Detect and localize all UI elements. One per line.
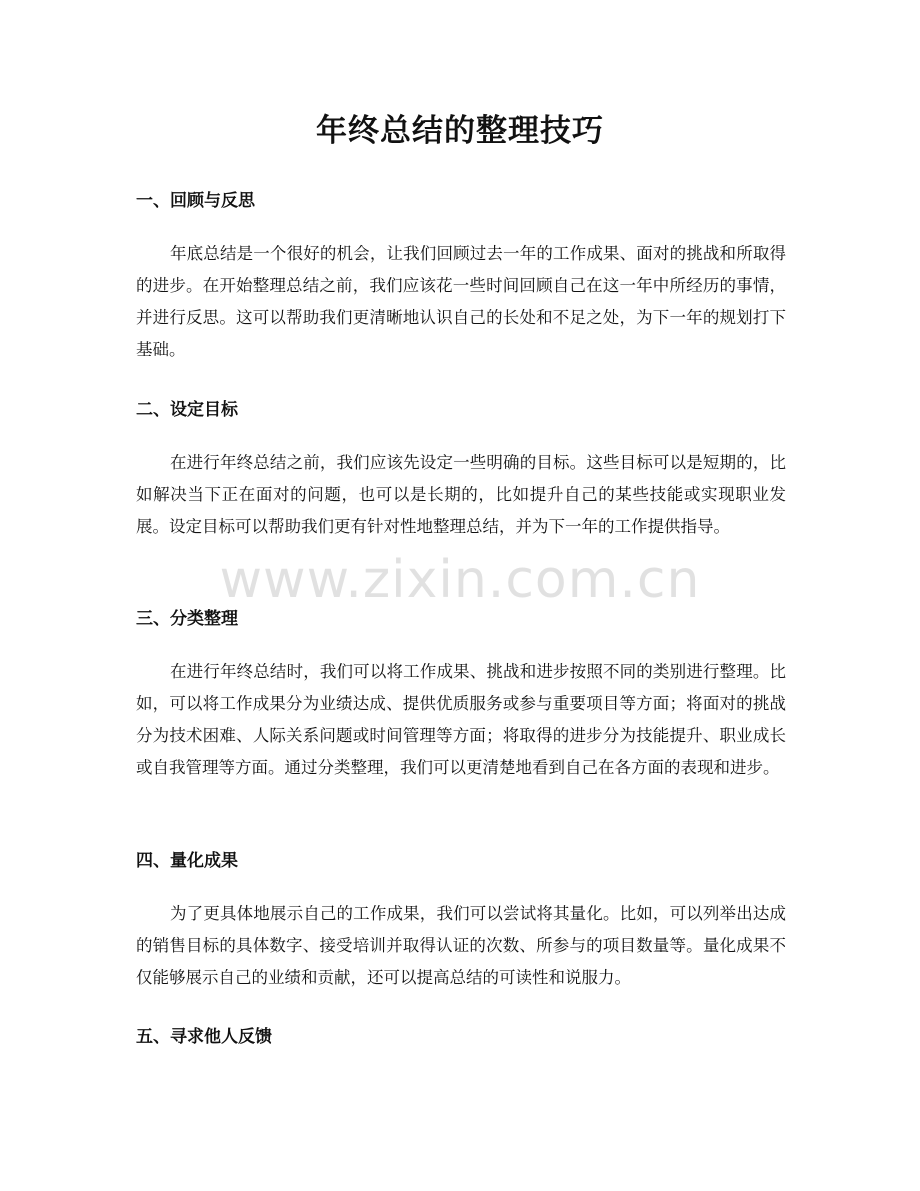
section-review <box>136 188 786 366</box>
section-goals <box>136 397 786 543</box>
section-paragraph: 在进行年终总结时，我们可以将工作成果、挑战和进步按照不同的类别进行整理。比如，可以将工作成果分为业绩达成、提供优质服务或参与重要项目等方面；将面对的挑战分为技术困难、人际关系问题或时间管理等方面；将取得的进步分为技能提升、职业成长或自我管理等方面。通过分类整理，我们可以更清楚地看到自己在各方面的表现和进步。 <box>136 662 786 777</box>
section-heading: 二、设定目标 <box>136 400 238 420</box>
section-paragraph: 在进行年终总结之前，我们应该先设定一些明确的目标。这些目标可以是短期的，比如解决当下正在面对的问题，也可以是长期的，比如提升自己的某些技能或实现职业发展。设定目标可以帮助我们更有针对性地整理总结，并为下一年的工作提供指导。 <box>136 453 786 536</box>
section-heading: 一、回顾与反思 <box>136 191 255 211</box>
document-title: 年终总结的整理技巧 <box>316 113 604 149</box>
section-paragraph: 年底总结是一个很好的机会，让我们回顾过去一年的工作成果、面对的挑战和所取得的进步。在开始整理总结之前，我们应该花一些时间回顾自己在这一年中所经历的事情，并进行反思。这可以帮助我们更清晰地认识自己的长处和不足之处，为下一年的规划打下基础。 <box>136 244 786 359</box>
watermark-text: www.zixin.com.cn <box>219 550 701 610</box>
section-heading: 五、寻求他人反馈 <box>136 1027 272 1047</box>
section-heading: 三、分类整理 <box>136 609 238 629</box>
section-feedback <box>136 1024 786 1050</box>
section-categorize <box>136 606 786 784</box>
section-quantify <box>136 848 786 994</box>
section-paragraph: 为了更具体地展示自己的工作成果，我们可以尝试将其量化。比如，可以列举出达成的销售目标的具体数字、接受培训并取得认证的次数、所参与的项目数量等。量化成果不仅能够展示自己的业绩和贡献，还可以提高总结的可读性和说服力。 <box>136 904 786 987</box>
section-heading: 四、量化成果 <box>136 851 238 871</box>
